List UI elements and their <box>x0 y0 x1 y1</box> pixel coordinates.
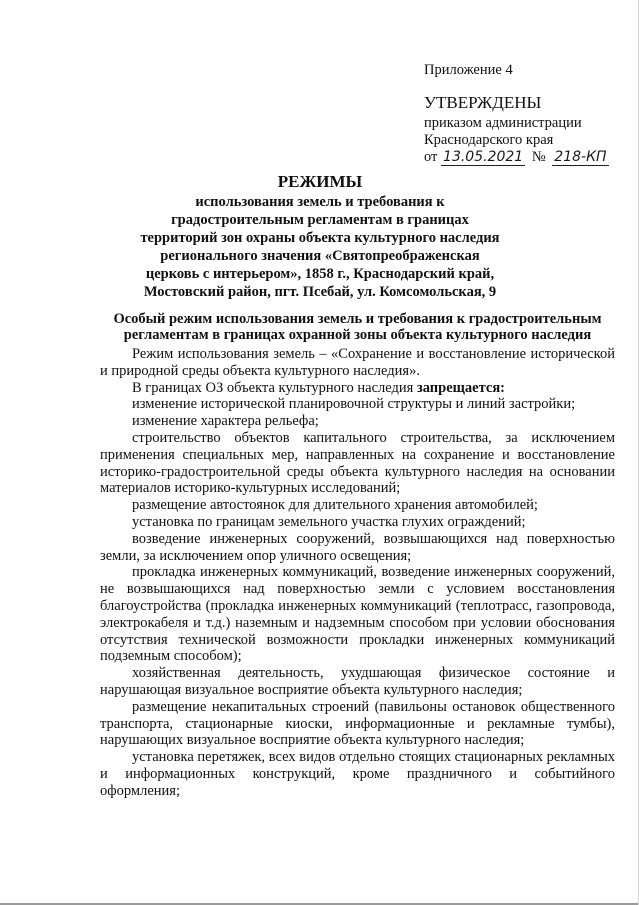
list-item: установка перетяжек, всех видов отдельно стоящих стационарных рекламных и информационных конструкций, кроме праздничного и событийного оформления; <box>100 749 615 799</box>
approval-date-row <box>424 149 624 166</box>
document-title-block <box>60 172 580 301</box>
list-item: строительство объектов капитального строительства, за исключением применения специальных мер, направленных на сохранение и восстановление историко-градостроительной среды объекта культурного наследия на основании материалов историко-культурных исследований; <box>100 429 615 497</box>
approval-line-1: приказом администрации <box>424 115 582 131</box>
document-body <box>100 346 615 800</box>
document-title: РЕЖИМЫ <box>277 172 363 191</box>
prohibited-keyword: запрещается: <box>416 379 505 396</box>
subtitle-line: использования земель и требования к <box>195 194 445 210</box>
list-item: прокладка инженерных коммуникаций, возведение инженерных сооружений, не возвышающихся над поверхностью земли с условием восстановления благоустройства (прокладка инженерных коммуникаций (теплотрасс, газопровода, электрокабеля и т.д.) наземным и надземным способом при условии обоснования отсутствия технической возможности прокладки инженерных коммуникаций подземным способом); <box>100 564 615 665</box>
list-item: хозяйственная деятельность, ухудшающая физическое состояние и нарушающая визуальное восприятие объекта культурного наследия; <box>100 665 615 698</box>
handwritten-number: 218-КП <box>554 149 607 165</box>
list-item: размещение автостоянок для длительного хранения автомобилей; <box>132 497 538 514</box>
subtitle-line: Мостовский район, пгт. Псебай, ул. Комсомольская, 9 <box>143 284 497 300</box>
paragraph-land-use-regime: Режим использования земель – «Сохранение и восстановление исторической и природной среды объекта культурного наследия». <box>100 346 615 379</box>
subtitle-line: территорий зон охраны объекта культурного наследия <box>140 230 500 246</box>
approved-heading: УТВЕРЖДЕНЫ <box>424 93 542 112</box>
prohibited-intro-text: В границах ОЗ объекта культурного наследия <box>132 379 417 396</box>
approval-line-2: Краснодарского края <box>424 132 554 148</box>
list-item: изменение характера рельефа; <box>132 413 319 430</box>
appendix-label: Приложение 4 <box>424 62 513 78</box>
date-prefix: от <box>424 149 438 165</box>
subtitle-line: регионального значения «Святопреображенская <box>160 248 480 264</box>
list-item: размещение некапитальных строений (павильоны остановок общественного транспорта, стационарные киоски, информационные и рекламные тумбы), нарушающих визуальное восприятие объекта культурного наследия; <box>100 698 615 749</box>
paragraph-prohibited-intro <box>100 380 615 397</box>
subtitle-line: градостроительным регламентам в границах <box>171 212 469 228</box>
number-prefix: № <box>531 149 546 165</box>
subtitle-line: церковь с интерьером», 1858 г., Краснодарский край, <box>145 266 495 282</box>
list-item: возведение инженерных сооружений, возвышающихся над поверхностью земли, за исключением опор уличного освещения; <box>100 530 615 564</box>
handwritten-date: 13.05.2021 <box>443 149 524 165</box>
list-item: изменение исторической планировочной структуры и линий застройки; <box>132 396 576 413</box>
list-item: установка по границам земельного участка глухих ограждений; <box>132 513 526 530</box>
approval-stamp <box>424 62 624 166</box>
section-heading: Особый режим использования земель и требования к градостроительным регламентам в границах охранной зоны объекта культурного наследия <box>113 311 602 343</box>
